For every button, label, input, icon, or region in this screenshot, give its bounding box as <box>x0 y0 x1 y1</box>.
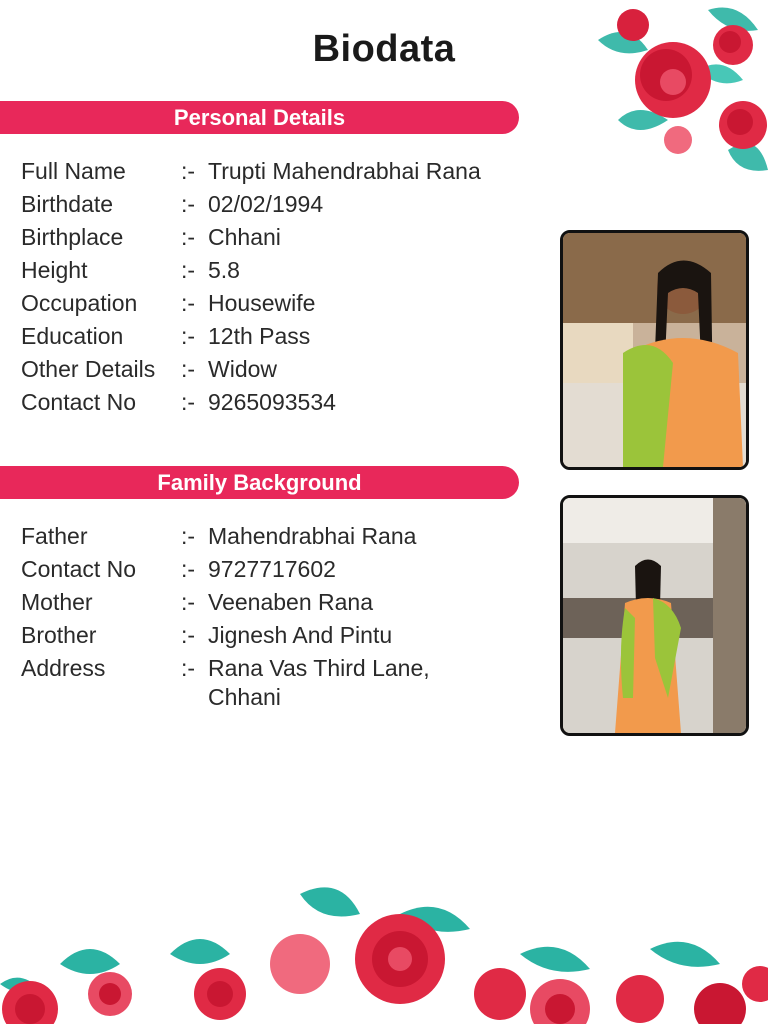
detail-row <box>21 522 541 551</box>
detail-value: 02/02/1994 <box>208 191 324 217</box>
detail-separator: :- <box>181 290 196 316</box>
detail-row <box>21 190 541 219</box>
detail-row <box>21 256 541 285</box>
detail-row <box>21 355 541 384</box>
detail-label: Brother <box>21 622 97 648</box>
detail-label: Education <box>21 323 124 349</box>
detail-label: Father <box>21 523 88 549</box>
detail-label: Occupation <box>21 290 138 316</box>
detail-value: Mahendrabhai Rana <box>208 523 417 549</box>
detail-separator: :- <box>181 224 196 250</box>
detail-value: Trupti Mahendrabhai Rana <box>208 158 481 184</box>
family-details-list <box>21 522 541 716</box>
detail-separator: :- <box>181 589 196 615</box>
detail-value: Jignesh And Pintu <box>208 622 393 648</box>
profile-photo-1 <box>560 230 749 470</box>
detail-separator: :- <box>181 389 196 415</box>
detail-value: 9727717602 <box>208 556 336 582</box>
rose-decoration-top <box>558 0 768 200</box>
detail-label: Contact No <box>21 389 137 415</box>
detail-value: Chhani <box>208 224 281 250</box>
detail-value: 9265093534 <box>208 389 336 415</box>
detail-separator: :- <box>181 158 196 184</box>
detail-label: Contact No <box>21 556 137 582</box>
detail-label: Mother <box>21 589 93 615</box>
detail-label: Other Details <box>21 356 156 382</box>
detail-separator: :- <box>181 323 196 349</box>
detail-row <box>21 289 541 318</box>
detail-value: Veenaben Rana <box>208 589 373 615</box>
profile-photo-2 <box>560 495 749 736</box>
detail-separator: :- <box>181 191 196 217</box>
detail-separator: :- <box>181 523 196 549</box>
rose-decoration-bottom <box>0 874 768 1024</box>
detail-row <box>21 621 541 650</box>
page-title: Biodata <box>312 28 456 70</box>
detail-separator: :- <box>181 556 196 582</box>
detail-value: Rana Vas Third Lane, Chhani <box>208 655 430 710</box>
detail-separator: :- <box>181 356 196 382</box>
detail-row <box>21 654 541 712</box>
detail-label: Birthplace <box>21 224 124 250</box>
detail-label: Address <box>21 655 106 681</box>
personal-details-heading: Personal Details <box>0 101 519 134</box>
detail-label: Birthdate <box>21 191 114 217</box>
detail-value: Housewife <box>208 290 316 316</box>
detail-separator: :- <box>181 655 196 681</box>
detail-row <box>21 555 541 584</box>
detail-value: 5.8 <box>208 257 240 283</box>
detail-label: Height <box>21 257 88 283</box>
detail-value: 12th Pass <box>208 323 311 349</box>
detail-row <box>21 157 541 186</box>
detail-separator: :- <box>181 257 196 283</box>
detail-value: Widow <box>208 356 278 382</box>
detail-label: Full Name <box>21 158 126 184</box>
detail-row <box>21 388 541 417</box>
family-background-heading: Family Background <box>0 466 519 499</box>
detail-row <box>21 588 541 617</box>
detail-row <box>21 322 541 351</box>
personal-details-list <box>21 157 541 421</box>
detail-separator: :- <box>181 622 196 648</box>
detail-row <box>21 223 541 252</box>
